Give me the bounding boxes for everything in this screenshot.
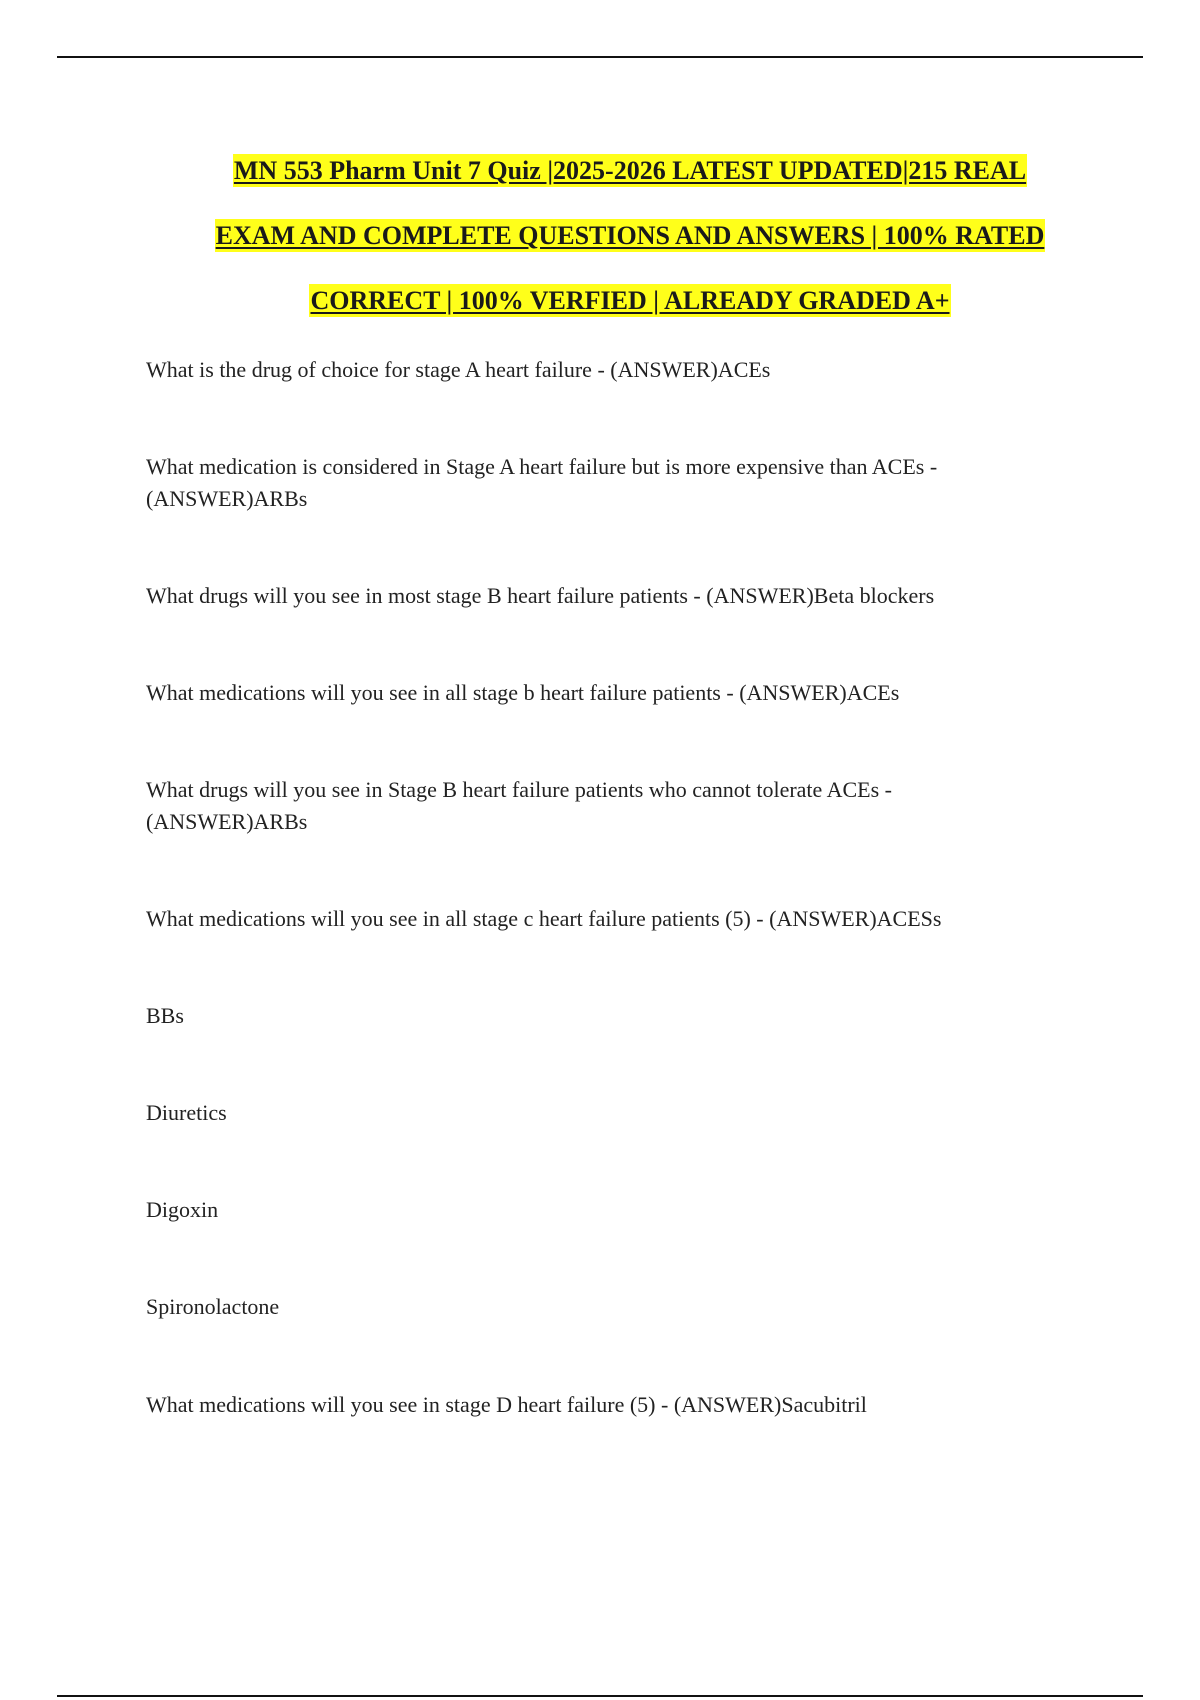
qa-entry-7: BBs xyxy=(146,1003,184,1028)
bottom-rule xyxy=(57,1695,1143,1697)
qa-entry-9: Digoxin xyxy=(146,1197,219,1222)
qa-entry-3: What drugs will you see in most stage B heart failure patients - (ANSWER)Beta blockers xyxy=(146,583,935,608)
qa-entry-4: What medications will you see in all stage b heart failure patients - (ANSWER)ACEs xyxy=(146,680,900,705)
document-title xyxy=(90,138,1170,333)
qa-entry-2: What medication is considered in Stage A heart failure but is more expensive than ACEs - (ANSWER)ARBs xyxy=(146,454,938,511)
qa-entry-10: Spironolactone xyxy=(146,1294,280,1319)
title-line-1: MN 553 Pharm Unit 7 Quiz |2025-2026 LATEST UPDATED|215 REAL xyxy=(233,156,1027,185)
top-rule xyxy=(57,56,1143,58)
qa-entry-6: What medications will you see in all stage c heart failure patients (5) - (ANSWER)ACESs xyxy=(146,906,942,931)
qa-entry-5: What drugs will you see in Stage B heart failure patients who cannot tolerate ACEs - (ANSWER)ARBs xyxy=(146,777,892,834)
title-line-3: CORRECT | 100% VERFIED | ALREADY GRADED A+ xyxy=(310,286,950,315)
qa-entry-1: What is the drug of choice for stage A heart failure - (ANSWER)ACEs xyxy=(146,357,771,382)
qa-entry-11: What medications will you see in stage D heart failure (5) - (ANSWER)Sacubitril xyxy=(146,1392,867,1417)
title-line-2: EXAM AND COMPLETE QUESTIONS AND ANSWERS | 100% RATED xyxy=(215,221,1045,250)
qa-entry-8: Diuretics xyxy=(146,1100,227,1125)
